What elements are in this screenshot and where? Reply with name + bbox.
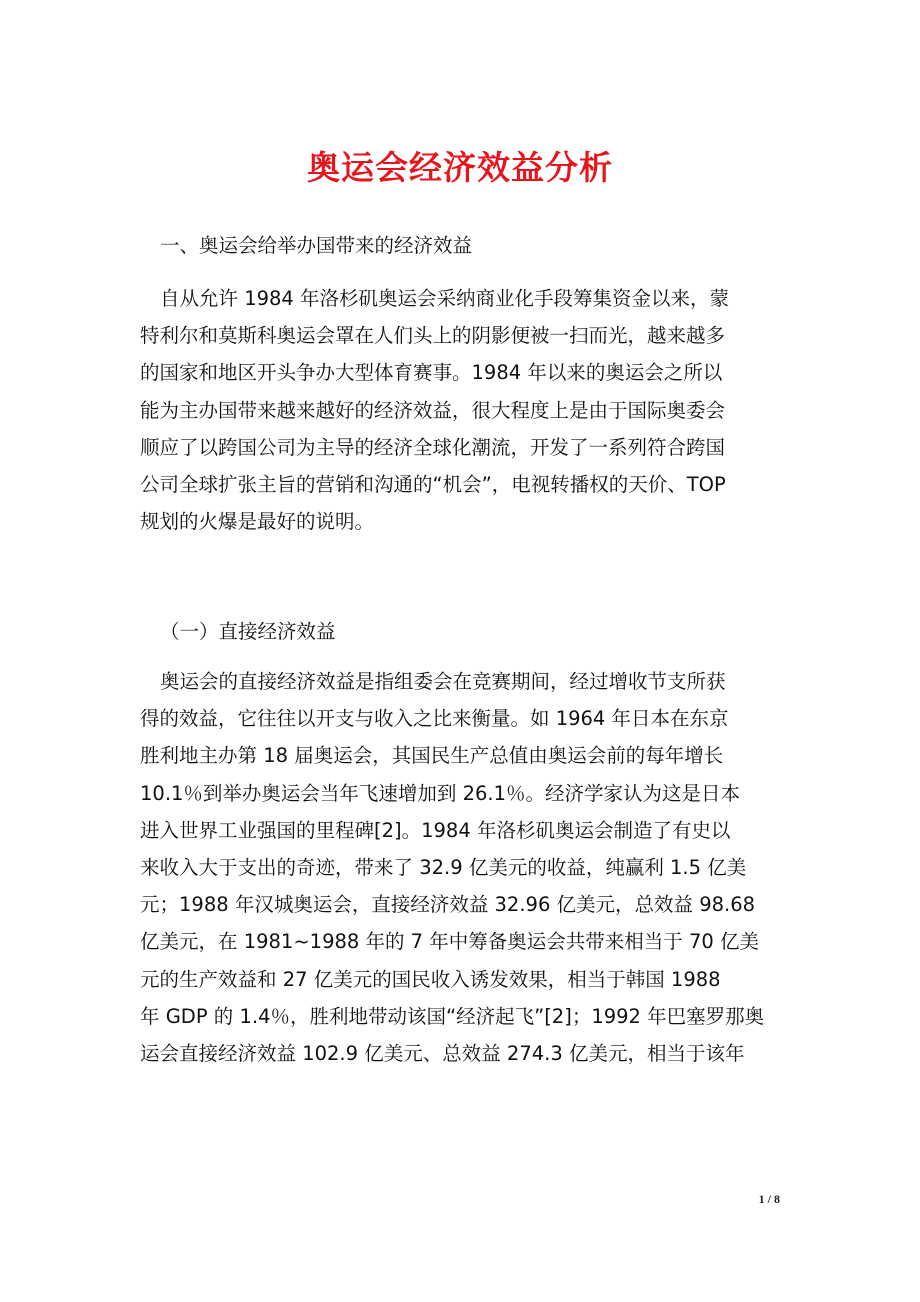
paragraph-line: 规划的火爆是最好的说明。 bbox=[140, 510, 375, 534]
paragraph-line: 年 GDP 的 1.4％，胜利地带动该国“经济起飞”[2]；1992 年巴塞罗那奥 bbox=[140, 1004, 765, 1028]
paragraph-line: 元的生产效益和 27 亿美元的国民收入诱发效果，相当于韩国 1988 bbox=[140, 967, 721, 991]
paragraph-line: 元；1988 年汉城奥运会，直接经济效益 32.96 亿美元，总效益 98.68 bbox=[140, 893, 756, 917]
paragraph-line: 胜利地主办第 18 届奥运会，其国民生产总值由奥运会前的每年增长 bbox=[140, 744, 724, 768]
section-heading-1: 一、奥运会给举办国带来的经济效益 bbox=[160, 234, 473, 257]
paragraph-line: 顺应了以跨国公司为主导的经济全球化潮流，开发了一系列符合跨国 bbox=[140, 435, 726, 459]
paragraph-line: 奥运会的直接经济效益是指组委会在竞赛期间，经过增收节支所获 bbox=[160, 670, 726, 693]
paragraph-line: 公司全球扩张主旨的营销和沟通的“机会”，电视转播权的天价、TOP bbox=[140, 472, 726, 496]
page-number: 1 / 8 bbox=[758, 1192, 780, 1206]
document-title: 奥运会经济效益分析 bbox=[307, 148, 613, 187]
paragraph-1 bbox=[140, 280, 780, 540]
paragraph-2 bbox=[140, 663, 780, 1072]
paragraph-line: 进入世界工业强国的里程碑[2]。1984 年洛杉矶奥运会制造了有史以 bbox=[140, 818, 731, 842]
paragraph-line: 自从允许 1984 年洛杉矶奥运会采纳商业化手段筹集资金以来，蒙 bbox=[160, 287, 730, 310]
paragraph-line: 10.1％到举办奥运会当年飞速增加到 26.1％。经济学家认为这是日本 bbox=[140, 781, 741, 805]
paragraph-line: 亿美元，在 1981~1988 年的 7 年中筹备奥运会共带来相当于 70 亿美 bbox=[140, 930, 760, 954]
paragraph-line: 运会直接经济效益 102.9 亿美元、总效益 274.3 亿美元，相当于该年 bbox=[140, 1041, 745, 1065]
paragraph-line: 特利尔和莫斯科奥运会罩在人们头上的阴影便被一扫而光，越来越多 bbox=[140, 324, 726, 348]
section-heading-2: （一）直接经济效益 bbox=[160, 620, 336, 643]
paragraph-line: 的国家和地区开头争办大型体育赛事。1984 年以来的奥运会之所以 bbox=[140, 361, 723, 385]
paragraph-line: 得的效益，它往往以开支与收入之比来衡量。如 1964 年日本在东京 bbox=[140, 707, 729, 731]
paragraph-line: 来收入大于支出的奇迹，带来了 32.9 亿美元的收益，纯赢利 1.5 亿美 bbox=[140, 855, 747, 879]
paragraph-line: 能为主办国带来越来越好的经济效益，很大程度上是由于国际奥委会 bbox=[140, 398, 726, 422]
